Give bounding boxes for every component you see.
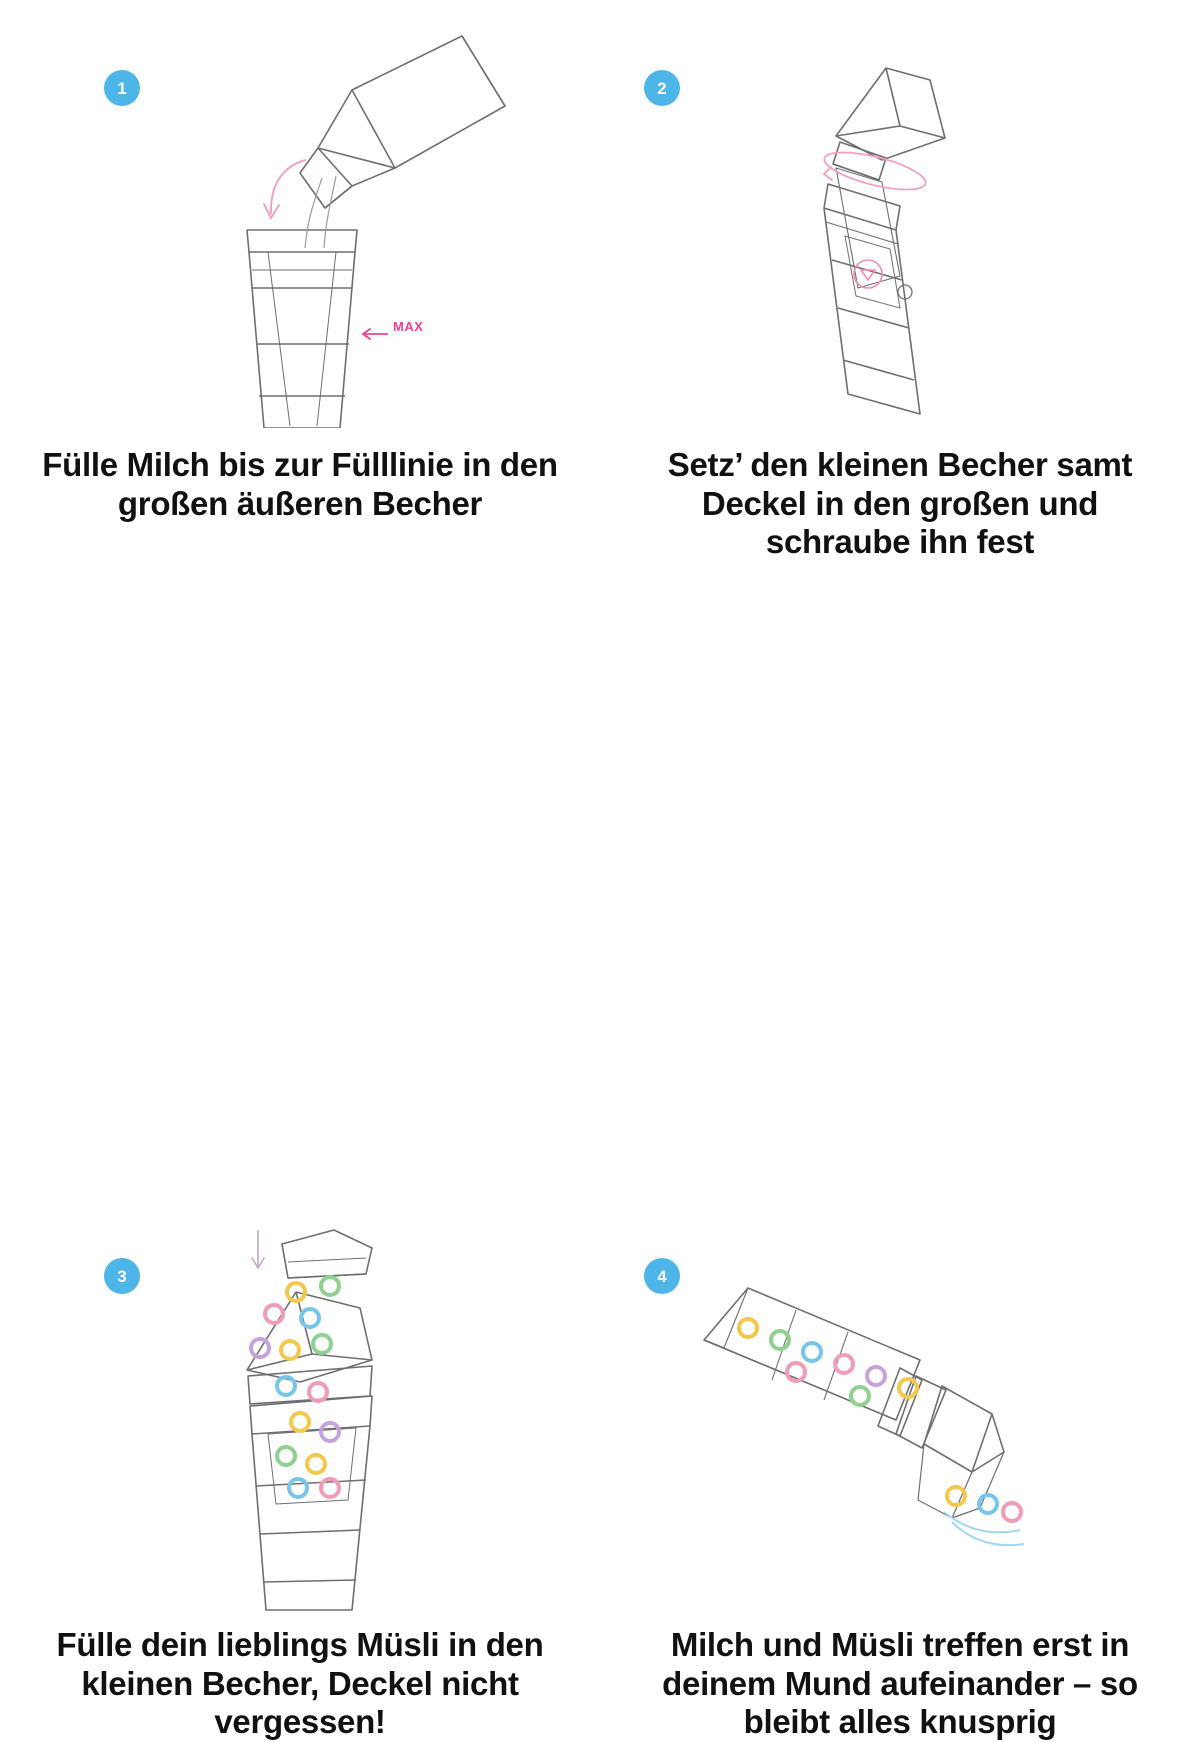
step-3 [0, 600, 600, 1741]
step-number-4: 4 [644, 1258, 680, 1294]
step-2 [600, 0, 1200, 600]
step-1-caption: Fülle Milch bis zur Fülllinie in den großen äußeren Becher [42, 446, 558, 522]
step-3-caption: Fülle dein lieblings Müsli in den kleinen Becher, Deckel nicht vergessen! [56, 1626, 544, 1741]
step-number-2: 2 [644, 70, 680, 106]
step-4 [600, 600, 1200, 1741]
max-fill-label: MAX [393, 319, 424, 334]
step-number-1: 1 [104, 70, 140, 106]
illustration-step-4 [600, 1200, 1200, 1620]
step-4-caption: Milch und Müsli treffen erst in deinem Mund aufeinander – so bleibt alles knusprig [662, 1626, 1138, 1741]
illustration-step-3 [0, 1200, 600, 1620]
step-2-caption: Setz’ den kleinen Becher samt Deckel in den großen und schraube ihn fest [667, 446, 1133, 561]
step-number-3: 3 [104, 1258, 140, 1294]
illustration-step-1 [0, 8, 600, 428]
illustration-step-2 [600, 8, 1200, 428]
step-1 [0, 0, 600, 600]
